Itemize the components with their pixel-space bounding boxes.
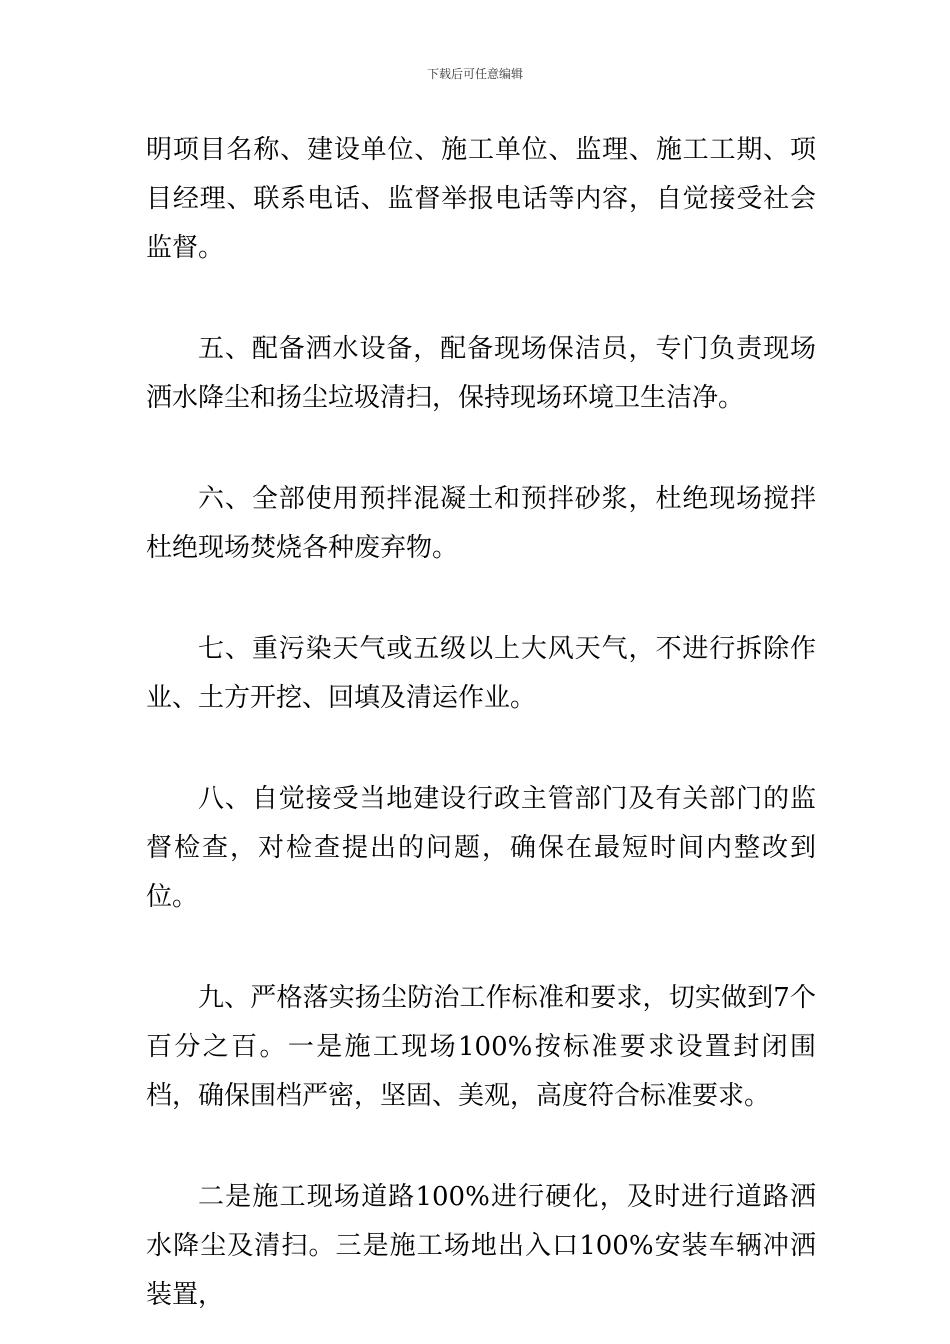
paragraph-item-7: 七、重污染天气或五级以上大风天气，不进行拆除作业、土方开挖、回填及清运作业。 (146, 634, 816, 713)
paragraph-item-8: 八、自觉接受当地建设行政主管部门及有关部门的监督检查，对检查提出的问题，确保在最短时间内整改到位。 (146, 784, 816, 912)
document-body (146, 126, 816, 1320)
paragraph-item-6: 六、全部使用预拌混凝土和预拌砂浆，杜绝现场搅拌杜绝现场焚烧各种废弃物。 (146, 484, 816, 563)
paragraph-continuation: 明项目名称、建设单位、施工单位、监理、施工工期、项目经理、联系电话、监督举报电话等内容，自觉接受社会监督。 (146, 135, 816, 263)
paragraph-item-5: 五、配备洒水设备，配备现场保洁员，专门负责现场洒水降尘和扬尘垃圾清扫，保持现场环境卫生洁净。 (146, 334, 816, 413)
paragraph-item-9: 九、严格落实扬尘防治工作标准和要求，切实做到7个百分之百。一是施工现场100%按标准要求设置封闭围档，确保围档严密，坚固、美观，高度符合标准要求。 (146, 983, 816, 1111)
page-header: 下载后可任意编辑 (426, 67, 523, 81)
paragraph-item-9-continued: 二是施工现场道路100%进行硬化，及时进行道路洒水降尘及清扫。三是施工场地出入口100%安装车辆冲洒装置， (146, 1182, 816, 1310)
